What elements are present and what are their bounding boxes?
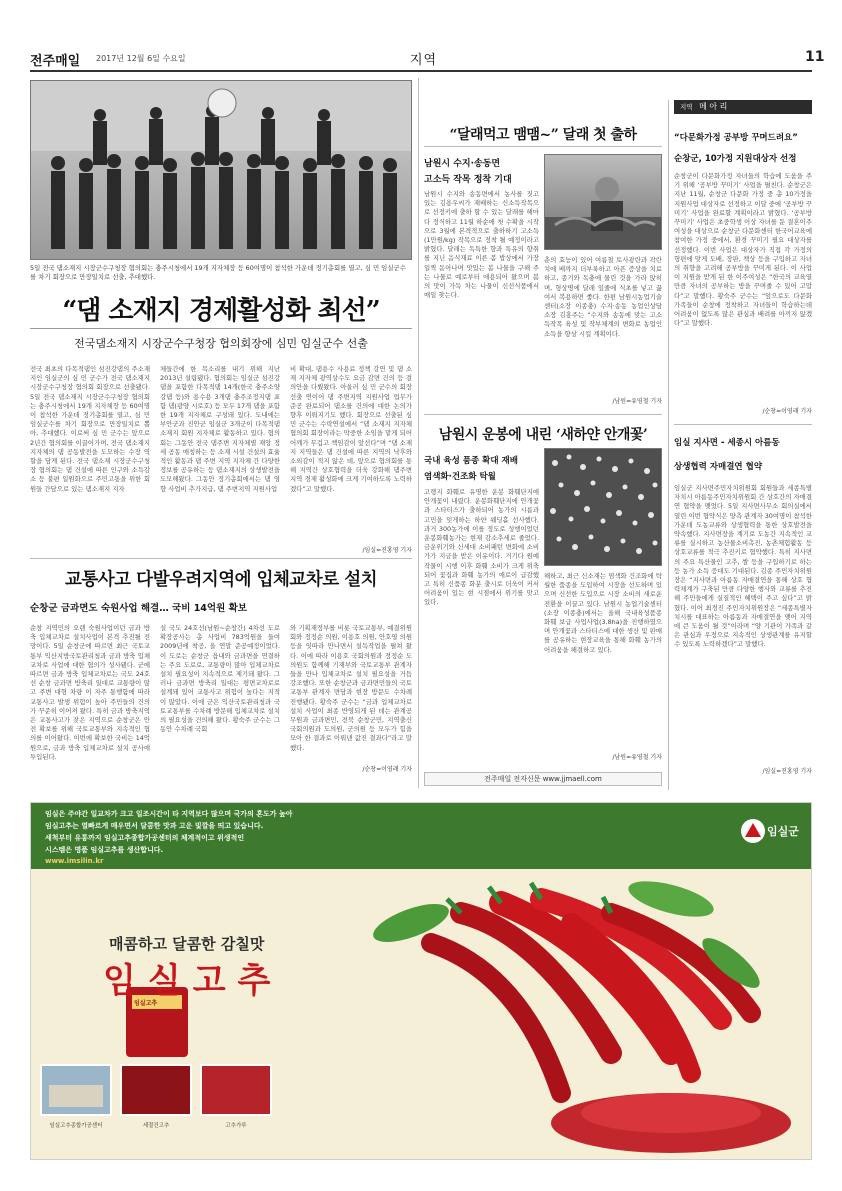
snow-byline: /남원=유영철 기자 [612,754,662,761]
dallae-photo-figure [545,155,662,250]
dam-headline: “댐 소재지 경제활성화 최선” [62,296,380,326]
dam-body-col1: 전국 최초의 다목적댐인 섬진강댐의 주소재지인 임실군의 심 민 군수가 전국 댐소재지 시장군수구청장 협의회 회장으로 선출됐다. 5일 전국 댐소재지 시장군수구청장 협의회는 충주시청에서 19개 지자체장 등 60여명이 참석한 가운데 정기총회를 열고, 심 민 임실군수를 차기 회장으로 만장일치로 뽑아, 추대했다. 이로써 심 민 군수는 앞으로 2년간 협의회를 이끌어가며, 전국 댐소재지 지자체의 댐 공동발전을 도모하는 수장 역할을 담게 된다. 전국 댐소재 시장군수구청장 협의회는 댐 건설에 따른 인구와 소득감소 등 불편 일원화으로 주민고통을 위한 회원들 간담으로 있는 댐소재지 지자 [30,365,150,493]
header-rule [30,70,812,72]
multicultural-body: 순창군이 다문화가정 자녀들의 학습에 도움을 주기 위해 ‘공부방 꾸미기’ 사업을 펼친다. 순창군은 지난 11월, 순창군 다문화 가정 중 총 10가정을 지원사업 대상자로 선정하고 이달 중에 ‘공부방 꾸미기’ 사업을 완료할 계획이라고 밝혔다. ‘공부방 꾸미기’ 사업은 초중학생 이상 자녀를 둔 결혼이주여성을 대상으로 순창군 다문화센터 한국어교육에 참여한 가정 중에서, 환경 꾸미기 필요 대상자를 선정했다. 이번 사업은 대상자가 직접 각 가정의 형편에 맞게 도배, 장판, 책상 등을 구입하고 자녀의 취향을 고려해 공부방을 꾸미게 된다. 이 사업이 지원을 받게 된 한 이주여성은 “한국의 교육열 만큼 자녀의 공부하는 방을 꾸며줄 수 있어 고맙다”고 말했다. 황숙주 군수는 “앞으로도 다문화 가족들이 순창에 정착하고 자녀들이 학습하는데 어려움이 없도록 많은 관심과 배려를 아끼지 않겠다”고 말했다. [674,172,812,328]
column-desk-banner [674,100,812,114]
dam-body-col2: 체들간에 한 목소리를 내기 위해 지난 2013년 설립됐다. 협의회는 임실군 섬진강댐을 포함한 다목적댐 14개(한국 충주소양강댐 등)와 용수용 3개댐 충주조정지댐 포함 댐(광양 시로호) 등 모두 17개 댐을 포함한 19개 지자체로 구성돼 있다. 도내에는 부안군과 진안군 임실군 3개군이 다목적댐 소재지 회원 지자체로 활동하고 있다. 협의회는 그동안 전국 댐주변 지자체별 재앙 정세 공동 매칭하는 등 소재 시설 건설의 효율적인 활동과 댐 주변 지역 지자체 간 다양한 정보를 공유하는 등 댐소재지의 상생발전을 도모해왔다. 그동안 정기총회에서는 댐 영향 사업비 추가지급, 댐 주변지역 지원사업 [160,365,280,493]
traffic-byline: /순창=이영래 기자 [362,766,412,773]
ad-thumb-label-2: 세절건고추 [142,1123,170,1129]
snow-top-rule [424,414,662,415]
dallae-body-col1: 남원시 수지와 송동면에서 농사를 짓고 있는 김용우씨가 재배하는 신소득작목으로 선정키에 출하 할 수 있는 달래를 해마다 정식하고 11월 하순에 첫 수확을 시작으로 3월에 본격적으로 출하하기 고소득(1만원/kg) 작목으로 정착 될 예정이라고 밝혔다. 달래는 독특한 향과 특유의 향취를 지닌 음식재료 이른 봄 밥상에서 가장 일찍 돋아나며 맛있는 봄 나물을 구해 주는 나물로 예로부터 애용되어 왔으며 봄의 맛이 가득 차는 나물이 신선식품에서 매일 찾는다. [424,190,539,300]
sejong-body: 임실군 지사면주민자치위원회 회원들과 세종특별자치시 아름동주민자치위원회 간 상호간의 자매결연 협약을 맺었다. 5일 지사면사무소 회의실에서 열린 이번 협약식은 양측 관계자 30여명이 참석한 가운데 도농교류와 상생협력을 통한 상호발전을 약속했다. 지사면장을 계기로 도농간 지속적인 교류를 실시하고 농산물소비촉진, 농촌체험활동 등 상호교류를 적극 추진키로 협약했다. 특히 지사면의 주요 특산물인 고추, 쌀 등을 구입하기로 하는 등 농가 소득 증대도 기대된다. 김종 주민자치위원장은 “지사면과 아름동 자매결연을 통해 상호 협력체계가 구축된 만큼 다양한 행사와 교류를 추진해 주민들에게 실질적인 혜택이 주고 싶다”고 밝혔다. 이어 최경진 주민자치위원장은 “세종특별자치시를 대표하는 아름동과 자매결연을 맺어 지역에 큰 도움이 될 것”이라며 “양 기관이 가족과 같은 관심과 우정으로 지속적인 상생관계를 유지할 수 있도록 노력하겠다”고 말했다. [674,484,812,649]
traffic-body-col1: 순창 지역민의 오랜 숙원사업이던 금과 방축 입체교차로 설치사업이 본격 추진될 전망이다. 5일 순창군에 따르면 최근 국토교통부 익산지방국토관리청과 금과 방축 입체교차로 사업에 대한 협의가 성사됐다. 군에 따르면 금과 방축 입체교차로는 국도 24호선 순창 금과면 방축리 일대로 교통량이 많고 주변 대형 차량 이 자주 통행함에 따라 교통사고 발생 위험이 높아 주민들의 건의가 꾸준히 이어져 왔다. 특히 금과 방축지역은 교통사고가 잦은 지역으로 순창군은 안전 확보를 위해 국토교통부와 지속적인 협의를 이어왔다. 이번에 확보한 국비는 14억원으로, 금과 방축 입체교차로 설치 공사에 투입된다. [30,624,150,761]
multicultural-headline: “다문화가정 공부방 꾸며드려요” [674,133,798,143]
column-divider-left [418,78,419,788]
snow-sub2: 염색화·건조화 탁월 [424,472,496,482]
column-divider-right [668,100,669,790]
pepper-ad [30,802,812,1160]
dallae-byline: /남원=유영철 기자 [612,398,662,405]
sejong-byline: /임실=진홍영 기자 [762,768,812,775]
snow-sub1: 국내 육성 품종 확대 재배 [424,456,518,466]
multicultural-byline: /순창=이영래 기자 [762,408,812,415]
dam-subhead: 전국댐소재지 시장군수구청장 협의회장에 심민 임실군수 선출 [74,337,368,350]
dallae-sub2: 고소득 작목 정착 기대 [424,175,512,185]
ad-brand: 임실고추 [103,961,283,1001]
contact-banner: 전주매일 전자신문 www.jjmaell.com [424,772,662,786]
ad-url[interactable]: www.imsilin.kr [45,857,104,865]
dallae-sub1: 남원시 수지·송동면 [424,159,501,169]
dam-body-col3: 비 확대, 댐용수 사용료 정책 강연 및 댐 소재 지자체 광역상수도 요금 감면 건의 등 결의안을 다뤘왔다. 아울러 심 민 군수의 회장선출 연이어 댐 주변지역 지원사업 업무가 준공 완료되어 댐소를 건의에 대한 논의가 향후 이뤄지기도 했다. 회장으로 선출된 심 민 군수는 수락연설에서 “댐 소재지 지자체 협의회 회장이라는 막중한 소임을 맡게 되어 어깨가 무겁고 책임감이 앞선다”며 “댐 소재지 지역들은 댐 건설에 따른 지역의 낙후와 소외감이 적지 않은 데, 앞으로 협의회를 통해 지역간 상호협력을 더욱 강화해 댐주변 지역 경제 활성화에 크게 기여하도록 노력하겠다”고 말했다. [290,365,412,493]
ad-thumb-label-3: 고추가루 [225,1123,247,1129]
traffic-body-col3: 와 기획재정부를 비롯 국토교통부, 예결위원회와 정정순 의원, 이용호 의원, 안호영 의원 등을 잇따라 만나면서 설득작업을 펼쳐 왔다. 이에 따라 이용호 국회의원과 정정순 도의원도 함께해 기재부와 국토교통부 관계자들을 만나 입체교차로 설치 필요성을 거듭 강조했다. 또한 순창군과 금과면민들의 국토교통부 관계자 면담과 현장 방문도 수차례 진행됐다. 황숙주 군수는 “금과 입체교차로 설치 사업이 최종 반영되게 된 데는 관계공무원과 금과면민, 전북 순창군민, 지역출신 국회의원과 도의원, 군의원 등 모두가 힘을 모아 한 결과로 이뤄낸 값진 결과다”라고 말했다. [290,624,412,752]
snow-photo-flowers [545,449,662,566]
dallae-body-col2: 춘의 효능이 있어 여름철 토사광란과 곽란치에 배까지 더부룩하고 아픈 증상을 치료하고, 종기와 독충에 물린 것을 가라 앉히며, 형상병에 달래 잎줄에 식초를 넣고 끓여서 복용하면 좋다. 한편 남원시농업기술센터(소장 이종충) 수지·송동 농업인상담소장 김홍주는 “수지와 송동에 맞는 고소득작목 육성 및 작부체계의 변화로 농업인 소득을 향상 시킬 계획이다. [544,256,662,338]
dam-photo-figures [31,81,412,260]
ad-logo-text: 임실군 [767,825,799,838]
ad-intro-3: 세척부터 유통까지 임실고추종합가공센터의 체계적이고 위생적인 [45,834,245,842]
ad-thumbnails [41,1065,271,1115]
traffic-subhead: 순창군 금과면도 숙원사업 해결… 국비 14억원 확보 [30,603,247,614]
snow-photo [544,448,662,566]
column-desk-label: 지역 [680,103,693,111]
ad-logo [741,819,765,843]
ad-intro-1: 임실은 주야간 일교차가 크고 일조시간이 타 지역보다 많으며 국가의 혼도가 높아 [45,810,293,818]
snow-body-col1: 고랭지 화훼로 유명한 운봉 화훼단지에 안개꽃이 내렸다. 운봉화훼단지에 안개꽃과 스타티스가 출하되어 농가의 시름과 고민을 잊게하는 하얀 웨딩홀 선사했다. 과거 300농가에 이를 정도로 성행이었던 운봉화훼농가는 현재 감소추세로 줄었다. 금운위기와 신세대 소비패턴 변화에 소비가가 지금을 받은 이유이다. 거기다 원예작물이 시행 이후 화훼 소비가 크게 위축되어 꽃집과 화훼 농가의 애로이 급감했고 특히 신품종 화분 출시로 더욱이 커서 어려움이 있는 현 시점에서 위기를 맞고 있다. [424,488,539,607]
ad-bag-label: 임실고추 [134,1000,158,1007]
dallae-photo [544,154,662,250]
traffic-top-rule [30,558,412,559]
page-number: 11 [805,49,825,65]
sejong-headline: 임실 지사면 - 세종시 아름동 [674,438,780,448]
dallae-headline: “달래먹고 맴맴~” 달래 첫 출하 [449,127,637,143]
dam-byline: /임실=진홍영 기자 [362,547,412,554]
traffic-headline: 교통사고 다발우려지역에 입체교차로 설치 [64,570,378,590]
ad-thumb-label-1: 임실고추종합가공센터 [49,1123,103,1129]
powder-pile [551,1093,791,1153]
snow-headline: 남원시 운봉에 내린 ‘새하얀 안개꽃’ [438,427,648,443]
traffic-body-col2: 설 국도 24호선(남원~순창간) 4차선 도로확장공사는 총 사업비 783억원을 들여 2009년에 착공, 올 연말 준공예정이었다. 이 도로는 순창군 읍내와 금과면을 연결하는 주요 도로로, 교통량이 많아 입체교차로 설치 필요성이 지속적으로 제기돼 왔다. 그러나 금과면 방축리 일대는 평면교차로로 설계돼 있어 교통사고 위험이 높다는 지적이 많았다. 이에 군은 익산국토관리청과 국토교통부를 수차례 방문해 입체교차로 설치의 필요성을 건의해 왔다. 황숙주 군수는 그동안 수차례 국회 [160,624,280,734]
column-desk-title: 메 아 리 [699,102,728,111]
dam-photo [30,80,412,260]
dam-subhead-rule [30,328,412,329]
dallae-rule [424,146,662,147]
sejong-top-rule [674,424,812,425]
sejong-subhead: 상생협력 자매결연 협약 [674,462,763,472]
ad-tagline: 매콤하고 달콤한 감칠맛 [109,935,265,953]
dam-photo-caption: 5일 전국 댐소재지 시장군수구청장 협의회는 충주시청에서 19개 지자체장 등 60여명이 참석한 가운데 정기총회를 열고, 심 민 임실군수를 차기 회장으로 만장일치로 선출, 추대했다. [30,264,406,281]
section-title: 지역 [410,53,438,68]
issue-date: 2017년 12월 6일 수요일 [96,54,186,63]
paper-name: 전주매일 [30,54,81,69]
ad-intro-4: 시스템은 명품 임실고추를 생산합니다. [45,846,164,854]
snow-body-col2: 해하고, 최근 신소재는 염색화 건조화에 탁월한 품종을 도입하여 시장을 선도하며 있으며 신선한 도입으로 시장 소비의 새로운 전환을 이끌고 있다. 남원시 농업기술센터(소장 이종충)에서는 올해 국내육성품종 화훼 보급 사업사업(3.8ha)을 진행하였으며 안개꽃과 스타티스에 대한 생산 및 판매를 공유하는 현장교육을 통해 화훼 농가의 어려움을 해결하고 있다. [544,572,662,654]
ad-intro-2: 임실고추는 열빠르게 매우면서 달콤한 맛과 고운 빛깔을 띄고 있습니다. [45,822,264,830]
multicultural-subhead: 순창군, 10가정 지원대상자 선정 [674,154,797,164]
